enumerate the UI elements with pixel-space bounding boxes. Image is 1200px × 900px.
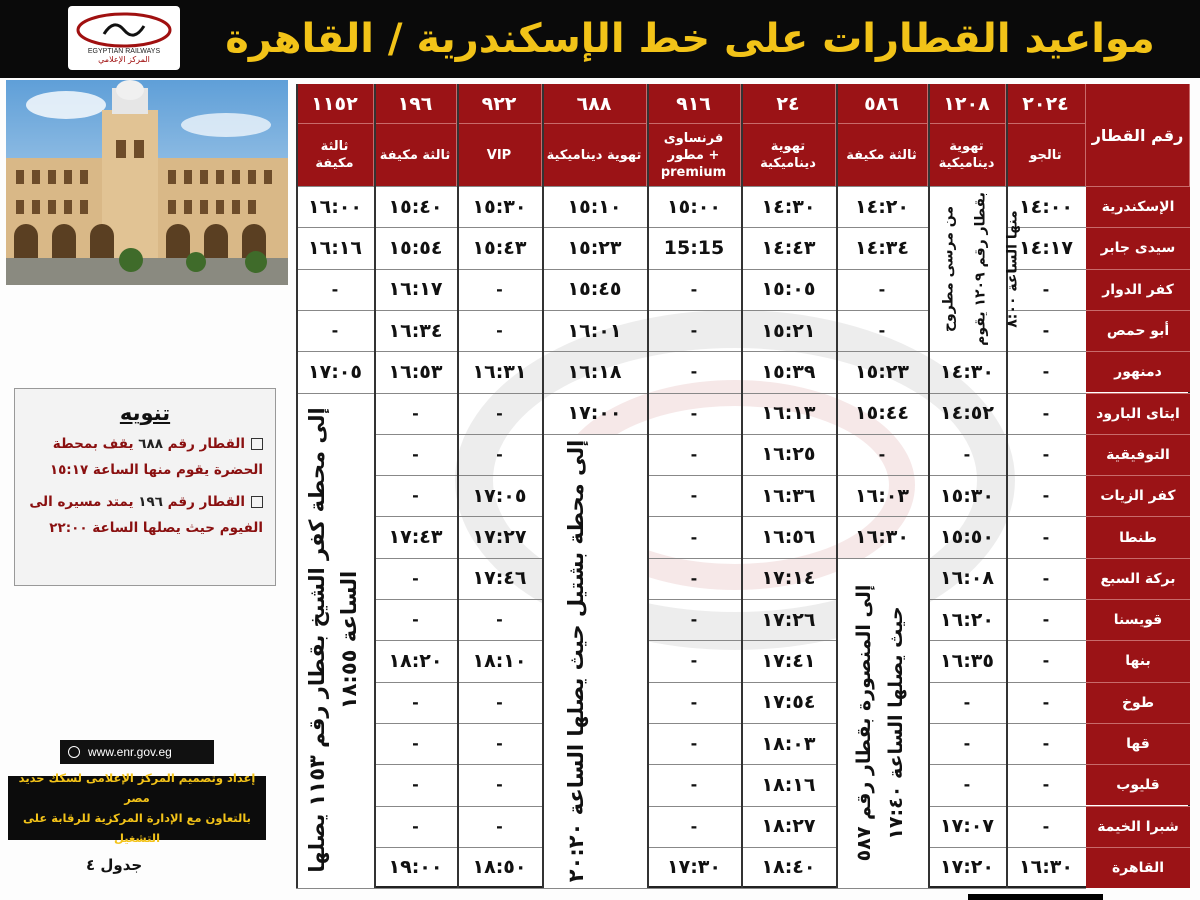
time-cell: -: [412, 486, 419, 506]
station-name: بركة السبع: [1086, 558, 1190, 599]
time-cell: -: [412, 444, 419, 464]
time-cell: -: [496, 775, 503, 795]
station-name: الإسكندرية: [1086, 186, 1190, 227]
notice-item-2: [15, 489, 275, 541]
time-cell: ١٧:١٤: [761, 567, 816, 590]
time-cell: ١٧:٠٠: [567, 402, 622, 425]
time-cell: ١٥:٢٣: [855, 360, 909, 383]
logo-text-en: EGYPTIAN RAILWAYS: [87, 48, 161, 55]
time-cell: -: [690, 775, 698, 795]
checkbox-icon: [251, 496, 263, 508]
time-cell: ١٥:٤٤: [855, 402, 909, 425]
time-cell: -: [690, 403, 698, 423]
time-cell: -: [963, 692, 971, 712]
time-cell: -: [496, 279, 503, 299]
time-cell: -: [1042, 321, 1050, 341]
row-divider: [296, 888, 1086, 889]
time-cell: -: [690, 486, 698, 506]
time-cell: -: [496, 692, 503, 712]
station-name: كفر الزيات: [1086, 475, 1190, 516]
train-type: VIP: [457, 124, 542, 186]
time-cell: ١٦:٥٦: [761, 526, 816, 549]
train-number: ٢٠٢٤: [1006, 84, 1086, 124]
time-cell: ١٦:١٦: [308, 236, 362, 259]
train-number: ١٩٦: [374, 84, 457, 124]
time-cell: ١٦:٣٠: [855, 526, 909, 549]
station-name: التوفيقية: [1086, 434, 1190, 475]
time-cell: -: [1042, 610, 1050, 630]
time-cell: ١٦:٣٥: [940, 649, 994, 672]
train-type: ثالثة مكيفة: [296, 124, 374, 186]
notice-text: يقف بمحطة الحضرة يقوم منها الساعة ١٥:١٧: [49, 436, 263, 478]
train-number: ٥٨٦: [836, 84, 928, 124]
train-number: ١٢٠٨: [928, 84, 1006, 124]
route-note: إلى المنصورة بقطار رقم ٥٨٧ حيث يصلها الساعة ١٧:٤٠: [852, 584, 907, 862]
train-type: تهوية ديناميكية: [741, 124, 836, 186]
station-name: أبو حمص: [1086, 310, 1190, 351]
station-photo: [6, 80, 288, 285]
time-cell: -: [878, 444, 886, 464]
time-cell: -: [331, 279, 339, 299]
time-cell: -: [1042, 816, 1050, 836]
train-type: ثالثة مكيفة: [374, 124, 457, 186]
time-cell: -: [1042, 279, 1050, 299]
time-cell: -: [1042, 527, 1050, 547]
time-cell: ١٤:٤٣: [761, 236, 816, 259]
route-note: إلى محطة كفر الشيخ بقطار رقم ١١٥٣ يصلها الساعة ١٨:٥٥: [304, 407, 361, 873]
bottom-bar: [968, 894, 1103, 900]
time-cell: ١٦:٣١: [472, 360, 527, 383]
time-cell: -: [412, 568, 419, 588]
station-name: قها: [1086, 723, 1190, 764]
time-cell: ١٩:٠٠: [388, 856, 443, 879]
time-cell: -: [496, 610, 503, 630]
time-cell: ١٥:٣٠: [940, 484, 994, 507]
notice-train-number: ٦٨٨: [138, 436, 163, 452]
globe-icon: [68, 746, 80, 758]
notice-box: [14, 388, 276, 586]
time-cell: -: [1042, 568, 1050, 588]
notice-item-1: [15, 431, 275, 483]
train-number: ٩١٦: [647, 84, 741, 124]
time-cell: ١٦:١٧: [388, 278, 443, 301]
time-cell: -: [496, 816, 503, 836]
logo-emblem-icon: [74, 12, 174, 48]
time-cell: ١٥:٤٣: [472, 236, 527, 259]
time-cell: ١٨:٤٠: [761, 856, 816, 879]
time-cell: ١٧:٠٥: [308, 360, 362, 383]
station-name: دمنهور: [1086, 351, 1190, 392]
time-cell: ١٤:٠٠: [1019, 195, 1073, 218]
time-cell: -: [412, 775, 419, 795]
time-cell: ١٧:٢٠: [940, 856, 994, 879]
time-cell: -: [690, 321, 698, 341]
time-cell: -: [878, 279, 886, 299]
time-cell: -: [690, 651, 698, 671]
checkbox-icon: [251, 438, 263, 450]
station-name: طوخ: [1086, 682, 1190, 723]
time-cell: ١٥:٤٠: [388, 195, 443, 218]
time-cell: ١٦:٢٠: [940, 608, 994, 631]
time-cell: -: [412, 734, 419, 754]
time-cell: ١٨:١٦: [761, 773, 816, 796]
time-cell: ١٦:١٣: [761, 402, 816, 425]
time-cell: ١٥:٠٥: [761, 278, 816, 301]
time-cell: -: [1042, 403, 1050, 423]
station-name: قويسنا: [1086, 599, 1190, 640]
train-type: تهوية ديناميكية: [542, 124, 647, 186]
time-cell: ١٦:٠١: [567, 319, 622, 342]
station-name: شبرا الخيمة: [1086, 806, 1190, 847]
time-cell: ١٤:٣٠: [761, 195, 816, 218]
time-cell: ١٥:١٠: [567, 195, 622, 218]
time-cell: ١٥:٣٠: [472, 195, 527, 218]
page-title: مواعيد القطارات على خط الإسكندرية / القاهرة: [225, 16, 1155, 62]
train-number: ١١٥٢: [296, 84, 374, 124]
time-cell: ١٧:٢٦: [761, 608, 816, 631]
time-cell: -: [412, 692, 419, 712]
time-cell: ١٥:٠٠: [667, 195, 721, 218]
time-cell: ١٤:٣٤: [855, 236, 909, 259]
website-link[interactable]: [60, 740, 214, 764]
time-cell: ١٥:٢٣: [567, 236, 622, 259]
notice-text: يمتد مسيره الى الفيوم حيث يصلها الساعة ٢٢:٠٠: [29, 494, 263, 536]
credit-box: [8, 771, 266, 845]
time-cell: ١٧:٠٧: [940, 815, 994, 838]
time-cell: ١٥:٢١: [761, 319, 816, 342]
time-cell: ١٨:٥٠: [472, 856, 527, 879]
time-cell: ١٦:٣٦: [761, 484, 816, 507]
time-cell: ١٥:٤٥: [567, 278, 622, 301]
time-cell: -: [690, 816, 698, 836]
time-cell: ١٨:٢٧: [761, 815, 816, 838]
train-type: تالجو: [1006, 124, 1086, 186]
time-cell: -: [690, 527, 698, 547]
time-cell: -: [690, 362, 698, 382]
time-cell: ١٨:٠٣: [761, 732, 816, 755]
time-cell: ١٦:٠٣: [855, 484, 909, 507]
time-cell: ١٥:٣٩: [761, 360, 816, 383]
credit-line: بالتعاون مع الإدارة المركزية للرقابة على التشغيل: [23, 811, 251, 845]
time-cell: -: [1042, 651, 1050, 671]
station-name: ايتاى البارود: [1086, 393, 1190, 434]
time-cell: -: [690, 692, 698, 712]
header-bar: [0, 0, 1200, 78]
station-name: بنها: [1086, 640, 1190, 681]
time-cell: 15:15: [663, 236, 725, 259]
time-cell: ١٥:٥٤: [388, 236, 443, 259]
table-number-label: جدول ٤: [86, 856, 143, 874]
time-cell: ١٦:٢٥: [761, 443, 816, 466]
time-cell: ١٦:٠٨: [940, 567, 994, 590]
notice-train-number: ١٩٦: [138, 494, 163, 510]
time-cell: ١٦:١٨: [567, 360, 622, 383]
train-number: ٩٢٢: [457, 84, 542, 124]
time-cell: ١٤:٣٠: [940, 360, 994, 383]
time-cell: ١٧:٢٧: [472, 526, 527, 549]
time-cell: -: [1042, 486, 1050, 506]
time-cell: -: [412, 403, 419, 423]
logo-text-ar: المركز الإعلامي: [98, 55, 150, 64]
time-cell: -: [1042, 362, 1050, 382]
time-cell: -: [1042, 775, 1050, 795]
time-cell: -: [496, 444, 503, 464]
time-cell: ١٧:٤٦: [472, 567, 527, 590]
time-cell: -: [690, 610, 698, 630]
train-type: ثالثة مكيفة: [836, 124, 928, 186]
train-number: ٦٨٨: [542, 84, 647, 124]
time-cell: ١٤:١٧: [1019, 236, 1073, 259]
notice-text: القطار رقم: [162, 436, 245, 452]
time-cell: -: [331, 321, 339, 341]
time-cell: -: [496, 403, 503, 423]
station-name: كفر الدوار: [1086, 269, 1190, 310]
egyptian-railways-logo: [68, 6, 180, 70]
time-cell: -: [1042, 444, 1050, 464]
time-cell: -: [690, 279, 698, 299]
time-cell: -: [963, 775, 971, 795]
station-name: قليوب: [1086, 764, 1190, 805]
time-cell: -: [690, 568, 698, 588]
train-number: ٢٤: [741, 84, 836, 124]
notice-text: القطار رقم: [162, 494, 245, 510]
time-cell: -: [963, 734, 971, 754]
time-cell: ١٧:٠٥: [472, 484, 527, 507]
time-cell: ١٦:٠٠: [308, 195, 362, 218]
time-cell: -: [412, 610, 419, 630]
notice-title: تنويه: [119, 401, 171, 425]
time-cell: -: [878, 321, 886, 341]
station-name: القاهرة: [1086, 847, 1190, 888]
time-cell: -: [963, 444, 971, 464]
time-cell: ١٦:٥٣: [388, 360, 443, 383]
column-header-train-number: رقم القطار: [1086, 84, 1190, 186]
time-cell: -: [1042, 692, 1050, 712]
website-text: www.enr.gov.eg: [88, 745, 172, 759]
time-cell: -: [1042, 734, 1050, 754]
time-cell: ١٦:٣٠: [1019, 856, 1073, 879]
time-cell: -: [690, 734, 698, 754]
time-cell: ١٧:٤٣: [388, 526, 443, 549]
time-cell: ١٧:٤١: [761, 649, 816, 672]
time-cell: ١٨:١٠: [472, 649, 527, 672]
train-type: فرنساوى مطور + premium: [647, 124, 741, 186]
station-name: طنطا: [1086, 516, 1190, 557]
time-cell: ١٥:٥٠: [940, 526, 994, 549]
route-note: من مرسى مطروح بقطار رقم ١٢٠٩ يقوم منها الساعة ٨:٠٠: [940, 191, 1021, 346]
time-cell: -: [496, 321, 503, 341]
time-cell: -: [496, 734, 503, 754]
time-cell: -: [412, 816, 419, 836]
route-note: إلى محطة بشتيل حيث يصلها الساعة ٢٠:٢٠: [564, 439, 589, 883]
time-cell: ١٤:٢٠: [855, 195, 909, 218]
time-cell: ١٦:٣٤: [388, 319, 443, 342]
time-cell: ١٨:٢٠: [388, 649, 443, 672]
train-type: تهوية ديناميكية: [928, 124, 1006, 186]
station-name: سيدى جابر: [1086, 227, 1190, 268]
time-cell: ١٧:٣٠: [667, 856, 721, 879]
time-cell: ١٧:٥٤: [761, 691, 816, 714]
time-cell: ١٤:٥٢: [940, 402, 994, 425]
credit-line: إعداد وتصميم المركز الإعلامى لسكك حديد مصر: [18, 771, 256, 805]
time-cell: -: [690, 444, 698, 464]
